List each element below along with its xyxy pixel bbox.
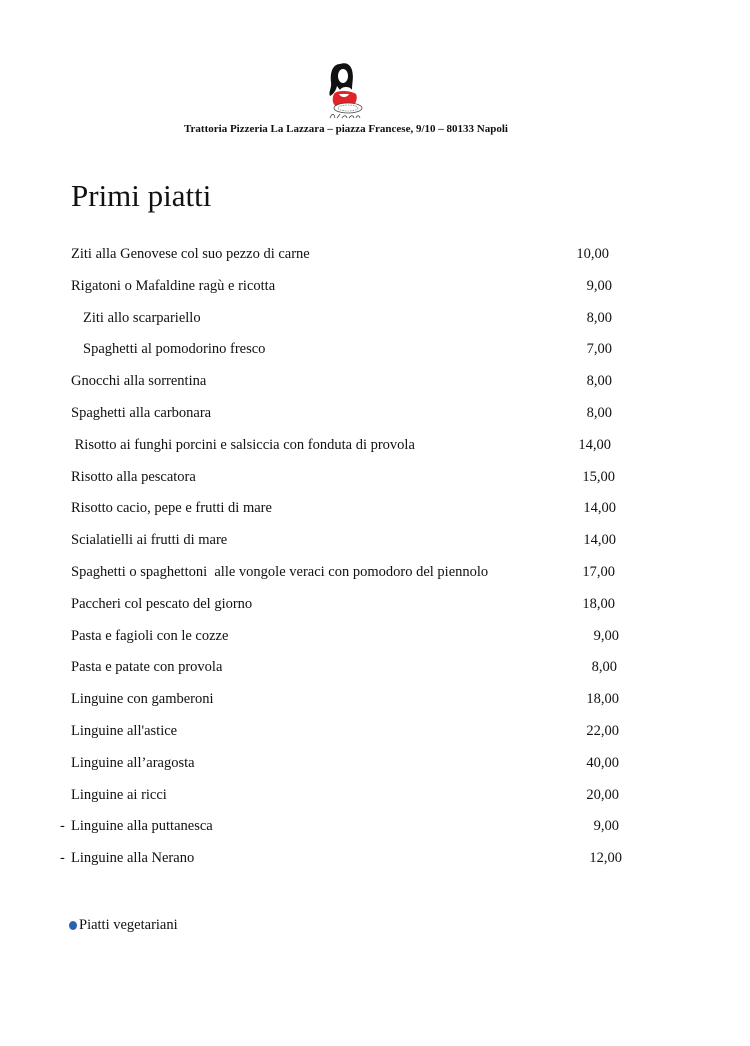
menu-item-name: Risotto cacio, pepe e frutti di mare (71, 500, 272, 517)
restaurant-logo (322, 60, 368, 122)
menu-item-name: Spaghetti al pomodorino fresco (83, 341, 266, 358)
menu-item (0, 469, 750, 491)
menu-item-name: Risotto ai funghi porcini e salsiccia con fonduta di provola (71, 436, 415, 453)
menu-item-name: Linguine con gamberoni (71, 691, 214, 708)
menu-item-price: 9,00 (586, 277, 612, 294)
menu-item (0, 755, 750, 777)
menu-item-name: Linguine alla Nerano (71, 850, 195, 867)
legend-label: Piatti vegetariani (79, 917, 178, 933)
menu-item-name: Risotto alla pescatora (71, 468, 196, 485)
menu-item (0, 532, 750, 554)
menu-item-price: 22,00 (586, 723, 619, 739)
menu-item (0, 787, 750, 809)
menu-item-price: 8,00 (586, 405, 612, 421)
menu-item-name: Linguine all’aragosta (71, 754, 195, 771)
menu-item-name: Gnocchi alla sorrentina (71, 373, 207, 390)
menu-item-name: Paccheri col pescato del giorno (71, 595, 253, 612)
menu-item (0, 691, 750, 713)
menu-item-name: Ziti allo scarpariello (83, 309, 201, 326)
menu-item-name: Scialatielli ai frutti di mare (71, 532, 228, 549)
menu-item-name: Spaghetti o spaghettoni alle vongole veraci con pomodoro del piennolo (71, 564, 489, 580)
menu-item-price: 17,00 (582, 564, 615, 580)
menu-item-price: 7,00 (586, 341, 612, 358)
menu-item-name: Rigatoni o Mafaldine ragù e ricotta (71, 277, 276, 294)
menu-item (0, 818, 750, 840)
section-title: Primi piatti (71, 178, 212, 213)
menu-item-name: Linguine alla puttanesca (71, 818, 213, 835)
menu-item (0, 596, 750, 618)
menu-item-name: Pasta e fagioli con le cozze (71, 627, 229, 644)
dash-marker: - (60, 850, 65, 867)
legend (69, 917, 178, 934)
menu-item-price: 9,00 (593, 818, 619, 835)
menu-item (0, 659, 750, 681)
menu-item-name: Ziti alla Genovese col suo pezzo di carne (71, 246, 310, 262)
menu-item (0, 405, 750, 427)
menu-item (0, 723, 750, 745)
menu-item (0, 850, 750, 872)
menu-item (0, 373, 750, 395)
menu-item-price: 18,00 (586, 691, 619, 708)
menu-item-name: Pasta e patate con provola (71, 659, 223, 676)
menu-item (0, 564, 750, 586)
menu-item-price: 15,00 (582, 468, 615, 485)
menu-item-price: 12,00 (589, 850, 622, 867)
menu-item (0, 341, 750, 363)
menu-item (0, 500, 750, 522)
menu-item (0, 628, 750, 650)
menu-item (0, 246, 750, 268)
menu-item-price: 18,00 (582, 595, 615, 612)
logo-icon (322, 60, 368, 122)
menu-item (0, 310, 750, 332)
restaurant-address: Trattoria Pizzeria La Lazzara – piazza Francese, 9/10 – 80133 Napoli (184, 123, 508, 135)
menu-item-price: 40,00 (586, 754, 619, 771)
menu-item-price: 8,00 (586, 309, 612, 326)
menu-item-price: 14,00 (583, 500, 616, 517)
vegetarian-marker-icon (69, 921, 77, 930)
menu-item-price: 8,00 (591, 659, 617, 676)
menu-item-name: Linguine all'astice (71, 723, 178, 739)
menu-item-price: 14,00 (578, 436, 611, 453)
menu-item-price: 20,00 (586, 786, 619, 803)
menu-item-price: 14,00 (583, 532, 616, 549)
menu-item-price: 10,00 (576, 246, 609, 262)
menu-item-name: Spaghetti alla carbonara (71, 405, 212, 421)
menu-item-name: Linguine ai ricci (71, 786, 167, 803)
dash-marker: - (60, 818, 65, 835)
menu-item (0, 278, 750, 300)
menu-item (0, 437, 750, 459)
menu-item-price: 8,00 (586, 373, 612, 390)
menu-item-price: 9,00 (593, 627, 619, 644)
